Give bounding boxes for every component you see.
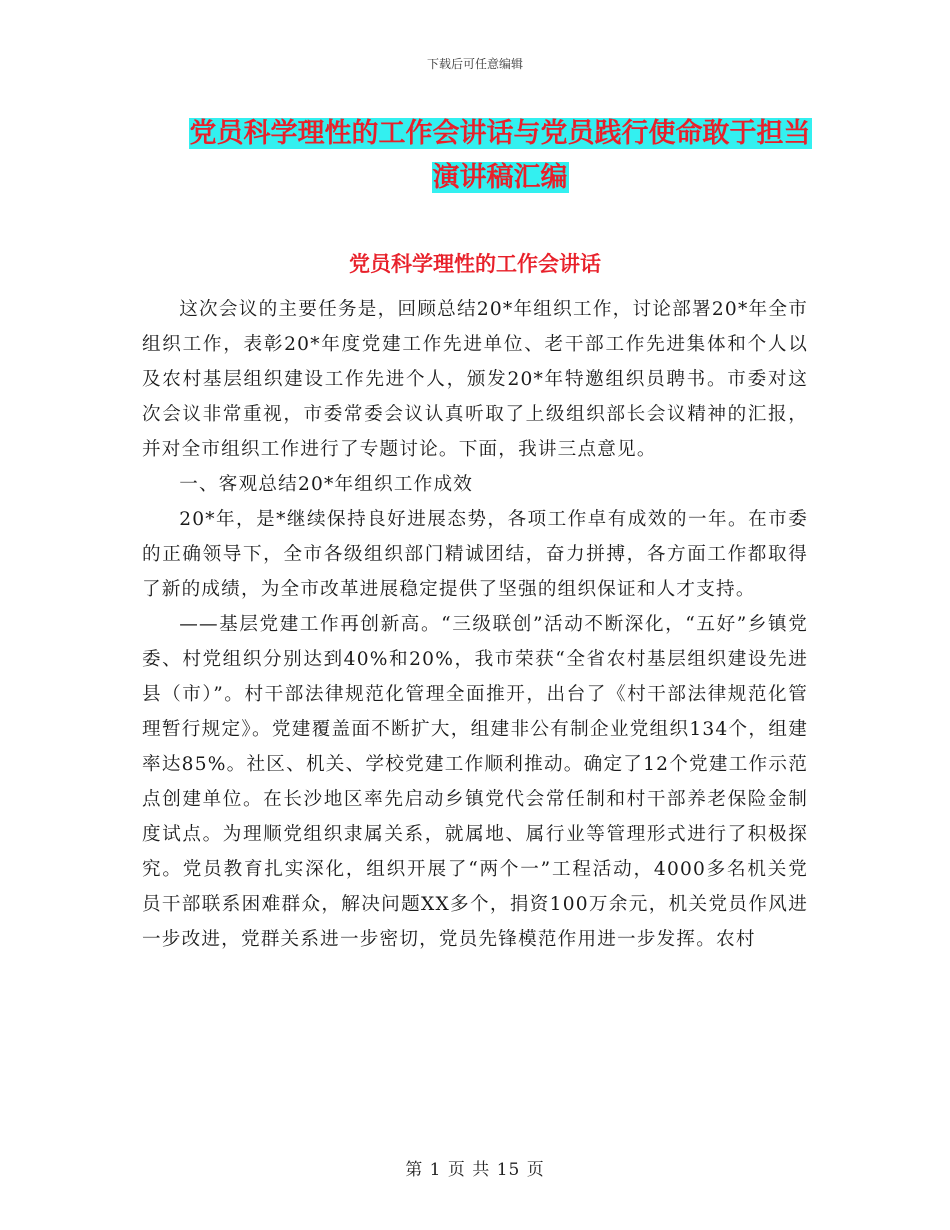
paragraph: 20*年，是*继续保持良好进展态势，各项工作卓有成效的一年。在市委的正确领导下，全市各级组织部门精诚团结，奋力拼搏，各方面工作都取得了新的成绩，为全市改革进展稳定提供了坚强的组织保证和人才支持。 — [142, 509, 808, 600]
paragraph: 一、客观总结20*年组织工作成效 — [179, 474, 474, 495]
page-footer: 第 1 页 共 15 页 — [405, 1160, 545, 1180]
document-title — [140, 112, 860, 200]
body-text — [142, 292, 808, 957]
paragraph: ——基层党建工作再创新高。“三级联创”活动不断深化，“五好”乡镇党委、村党组织分别达到40%和20%，我市荣获“全省农村基层组织建设先进县（市）”。村干部法律规范化管理全面推开，出台了《村干部法律规范化管理暂行规定》。党建覆盖面不断扩大，组建非公有制企业党组织134个，组建率达85%。社区、机关、学校党建工作顺利推动。确定了12个党建工作示范点创建单位。在长沙地区率先启动乡镇党代会常任制和村干部养老保险金制度试点。为理顺党组织隶属关系，就属地、属行业等管理形式进行了积极探究。党员教育扎实深化，组织开展了“两个一”工程活动，4000多名机关党员干部联系困难群众，解决问题XX多个，捐资100万余元，机关党员作风进一步改进，党群关系进一步密切，党员先锋模范作用进一步发挥。农村 — [142, 614, 808, 950]
document-title-line2: 演讲稿汇编 — [432, 162, 568, 193]
header-note: 下载后可任意编辑 — [426, 57, 523, 71]
section-title: 党员科学理性的工作会讲话 — [349, 252, 601, 276]
paragraph: 这次会议的主要任务是，回顾总结20*年组织工作，讨论部署20*年全市组织工作，表彰20*年度党建工作先进单位、老干部工作先进集体和个人以及农村基层组织建设工作先进个人，颁发20*年特邀组织员聘书。市委对这次会议非常重视，市委常委会议认真听取了上级组织部长会议精神的汇报，并对全市组织工作进行了专题讨论。下面，我讲三点意见。 — [142, 299, 808, 460]
document-title-line1: 党员科学理性的工作会讲话与党员践行使命敢于担当 — [189, 118, 811, 149]
